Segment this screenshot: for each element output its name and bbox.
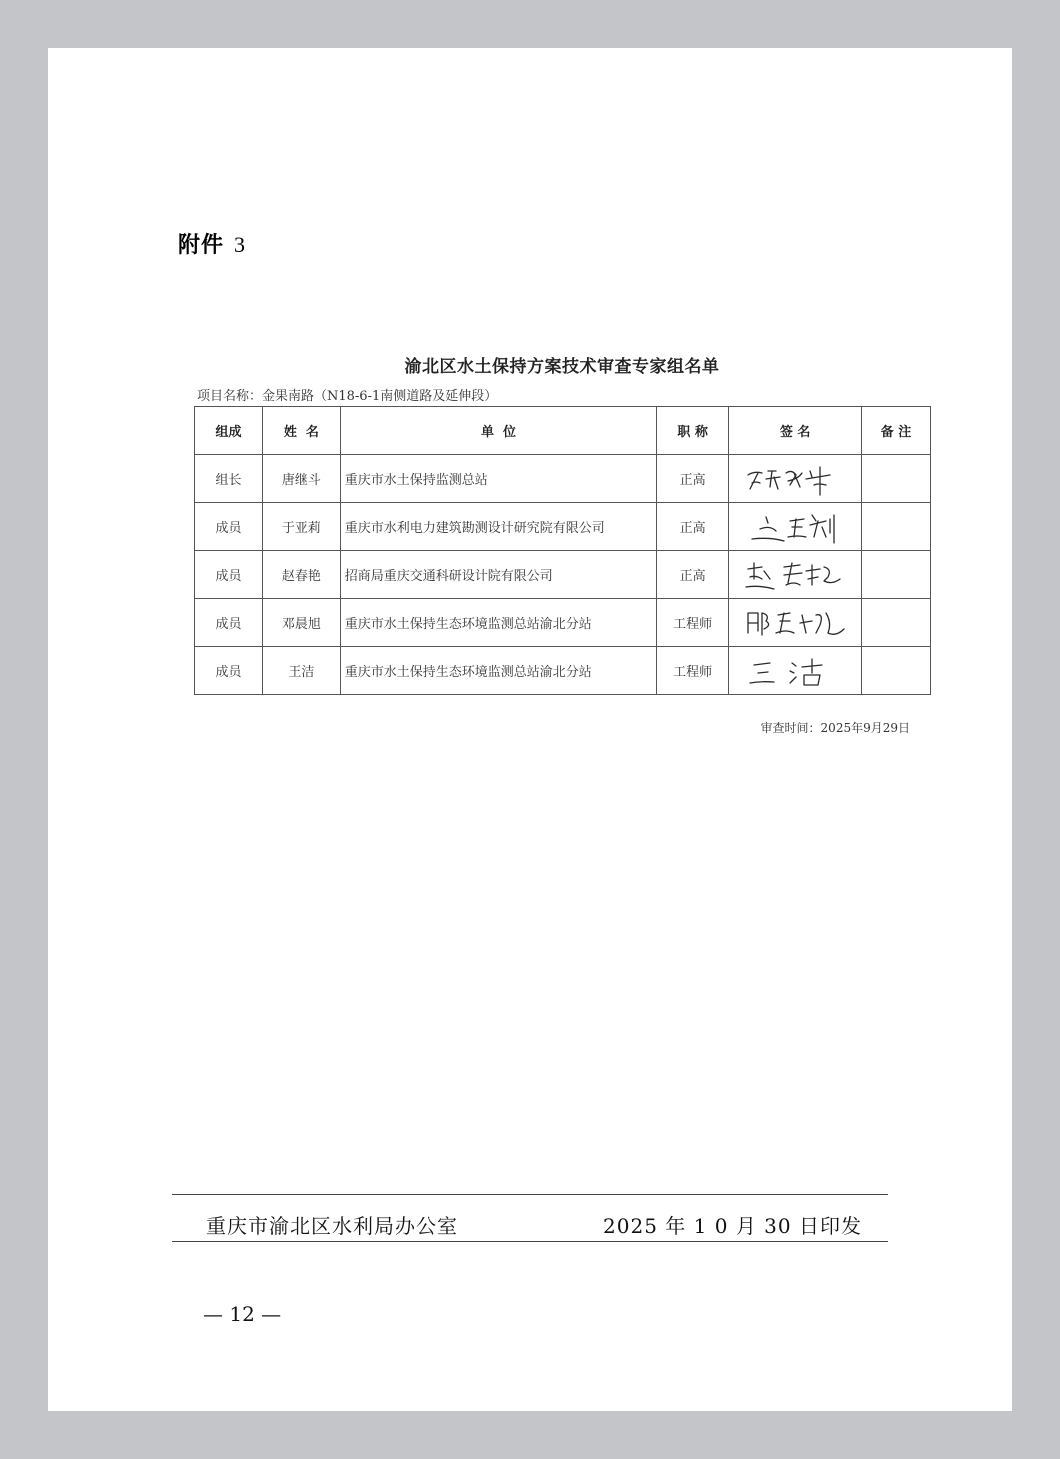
cell-signature: [729, 647, 862, 695]
cell-title: 正高: [657, 455, 729, 503]
document-title: 渝北区水土保持方案技术审查专家组名单: [404, 357, 720, 377]
handwritten-signature: [740, 507, 850, 547]
attachment-label: 附件: [178, 233, 225, 258]
table-row: [195, 647, 931, 695]
cell-unit: 招商局重庆交通科研设计院有限公司: [340, 551, 656, 599]
cell-role: 成员: [195, 503, 263, 551]
cell-signature: [729, 551, 862, 599]
table-row: [195, 503, 931, 551]
cell-note: [862, 599, 931, 647]
footer-bottom-rule: [172, 1241, 888, 1242]
cell-name: 唐继斗: [262, 455, 340, 503]
cell-role: 成员: [195, 551, 263, 599]
header-role: 组成: [195, 407, 263, 455]
cell-signature: [729, 503, 862, 551]
cell-note: [862, 647, 931, 695]
review-date: 审查时间：2025年9月29日: [760, 721, 910, 735]
cell-title: 正高: [657, 503, 729, 551]
attachment-number: 3: [234, 232, 247, 257]
cell-note: [862, 455, 931, 503]
handwritten-signature: [740, 603, 850, 643]
header-name: 姓 名: [262, 407, 340, 455]
header-title: 职 称: [657, 407, 729, 455]
attachment-heading: [178, 228, 246, 259]
project-name-line: 项目名称：金果南路（N18-6-1南侧道路及延伸段）: [197, 389, 498, 404]
footer-top-rule: [172, 1194, 888, 1195]
cell-signature: [729, 599, 862, 647]
table-row: [195, 599, 931, 647]
header-signature: 签 名: [729, 407, 862, 455]
cell-unit: 重庆市水土保持监测总站: [340, 455, 656, 503]
handwritten-signature: [740, 555, 850, 595]
cell-unit: 重庆市水土保持生态环境监测总站渝北分站: [340, 599, 656, 647]
cell-title: 工程师: [657, 647, 729, 695]
cell-name: 赵春艳: [262, 551, 340, 599]
cell-role: 成员: [195, 647, 263, 695]
table-header-row: [195, 407, 931, 455]
cell-name: 邓晨旭: [262, 599, 340, 647]
header-unit: 单 位: [340, 407, 656, 455]
table-row: [195, 551, 931, 599]
cell-unit: 重庆市水土保持生态环境监测总站渝北分站: [340, 647, 656, 695]
page-number: — 12 —: [203, 1302, 282, 1326]
footer-office: 重庆市渝北区水利局办公室: [206, 1214, 458, 1238]
cell-signature: [729, 455, 862, 503]
footer-issue-date: 2025 年 1 0 月 30 日印发: [603, 1214, 862, 1238]
header-note: 备 注: [862, 407, 931, 455]
cell-name: 王洁: [262, 647, 340, 695]
cell-note: [862, 503, 931, 551]
expert-group-table: [194, 406, 931, 695]
cell-role: 成员: [195, 599, 263, 647]
cell-role: 组长: [195, 455, 263, 503]
cell-note: [862, 551, 931, 599]
handwritten-signature: [740, 459, 850, 499]
cell-unit: 重庆市水利电力建筑勘测设计研究院有限公司: [340, 503, 656, 551]
document-page: [48, 48, 1012, 1411]
handwritten-signature: [740, 651, 850, 691]
cell-name: 于亚莉: [262, 503, 340, 551]
cell-title: 工程师: [657, 599, 729, 647]
cell-title: 正高: [657, 551, 729, 599]
table-row: [195, 455, 931, 503]
